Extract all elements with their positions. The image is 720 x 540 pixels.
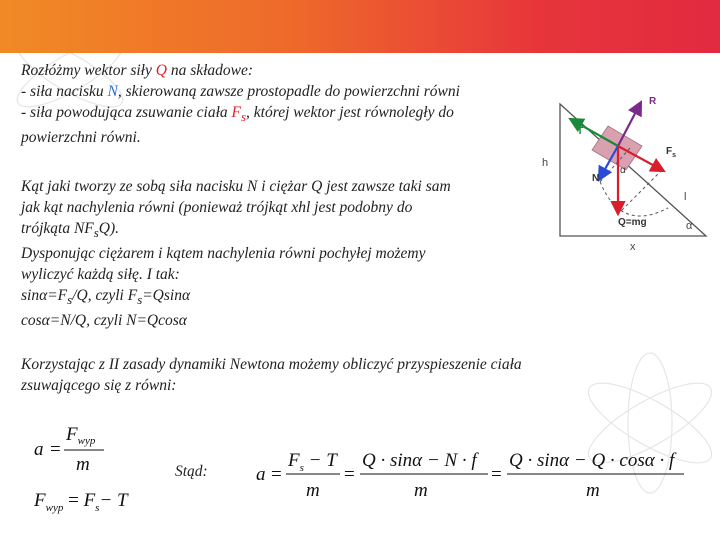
- inclined-plane-diagram: [528, 84, 714, 254]
- eq3-equals2: =: [344, 464, 355, 485]
- title-banner: [0, 0, 720, 53]
- label-Q: Q=mg: [618, 217, 647, 228]
- eq1-den: m: [76, 454, 90, 475]
- label-R: R: [649, 96, 657, 107]
- eq1-num: $F_{wyp}$: [66, 424, 96, 447]
- intro-paragraph: Rozłóżmy wektor siły Q na składowe: - siła nacisku N, skierowaną zawsze prostopadle do powierzchni równi - siła powodująca zsuwanie ciała $F_s$, której wektor jest równoległy do powierzchni równi.: [21, 62, 460, 147]
- eq3-f2-den: m: [414, 480, 428, 501]
- eq2: $F_{wyp} = F_s- T$: [34, 490, 128, 514]
- eq3-f2-num: Q · sinα − N · f: [362, 450, 477, 471]
- eq3-f3-den: m: [586, 480, 600, 501]
- therefore-label: Stąd:: [175, 463, 208, 480]
- eq3-f1-num: $F_s - T$: [288, 450, 337, 474]
- label-x: x: [630, 241, 636, 253]
- eq1-equals: =: [50, 439, 61, 460]
- label-N: N: [592, 173, 600, 184]
- eq3-lhs: a: [256, 464, 266, 485]
- label-h: h: [542, 157, 549, 169]
- angle-paragraph: Kąt jaki tworzy ze sobą siła nacisku N i ciężar Q jest zawsze taki sam jak kąt nachylenia równi (ponieważ trójkąt xhl jest podobny do trójkąta $NF_sQ$). Dysponując ciężarem i kątem nachylenia równi pochyłej możemy wyliczyć każdą siłę. I tak: $\sin\alpha=F_s/Q$, czyli $F_s=Qsin\alpha$ cosα=N/Q, czyli N=Qcosα: [21, 178, 451, 330]
- label-l: l: [684, 191, 687, 203]
- label-T: T: [577, 126, 584, 137]
- eq3-f1-den: m: [306, 480, 320, 501]
- eq3-equals1: =: [271, 464, 282, 485]
- eq3-f3-num: Q · sinα − Q · cosα · f: [509, 450, 675, 471]
- eq1-lhs: a: [34, 439, 44, 460]
- label-alpha: α: [686, 220, 693, 232]
- newton-paragraph: Korzystając z II zasady dynamiki Newtona możemy obliczyć przyspieszenie ciała zsuwającego się z równi:: [21, 356, 522, 394]
- eq3-equals3: =: [491, 464, 502, 485]
- label-Fs: $F_s$: [666, 146, 677, 159]
- equations: [0, 410, 720, 530]
- label-alpha-block: α: [620, 165, 626, 176]
